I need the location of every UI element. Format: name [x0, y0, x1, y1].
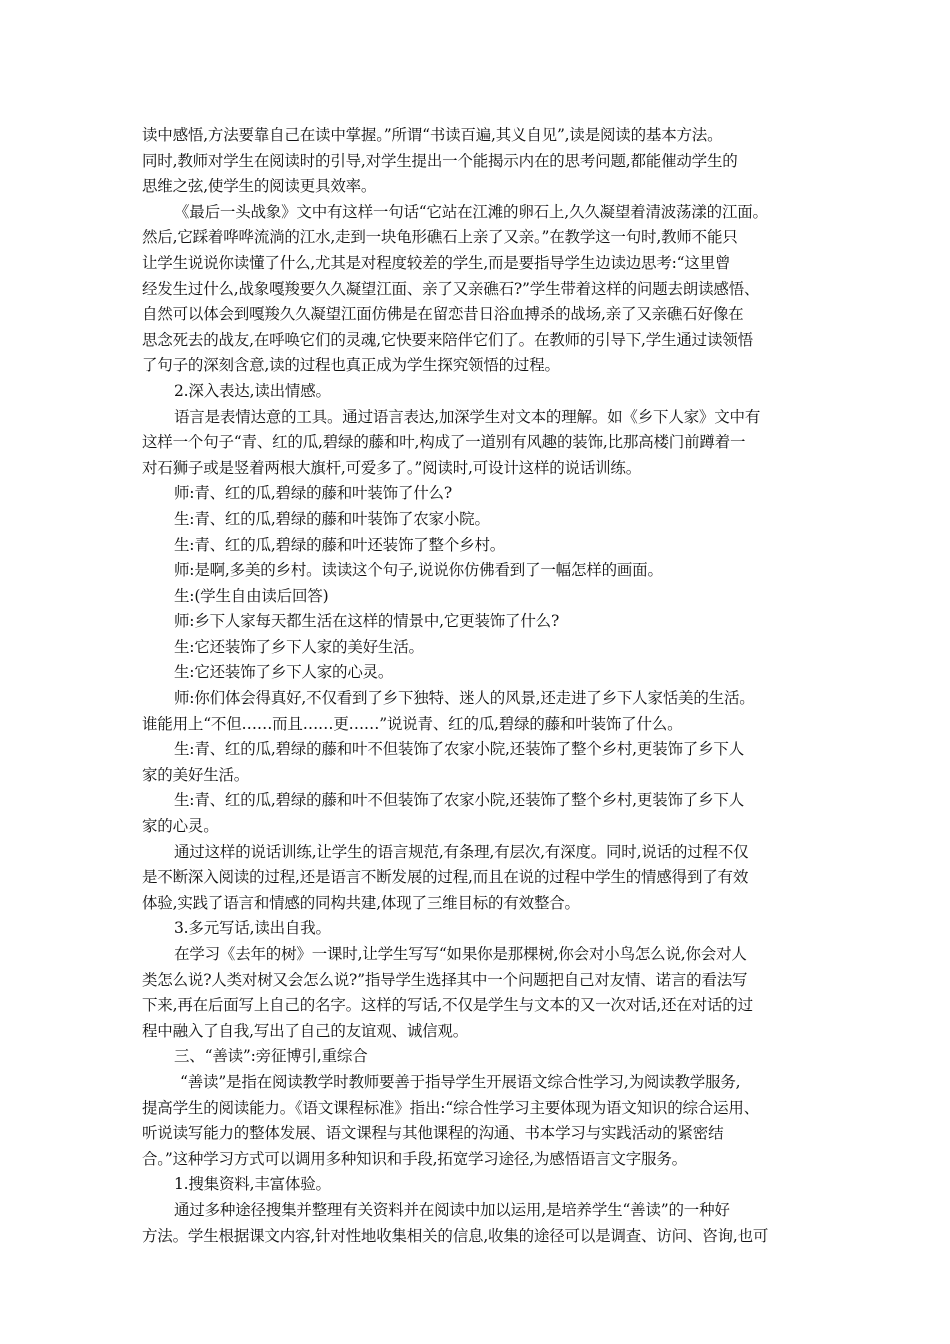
text-line: 听说读写能力的整体发展、语文课程与其他课程的沟通、书本学习与实践活动的紧密结 — [142, 1124, 724, 1143]
text-line: 体验,实践了语言和情感的同构共建,体现了三维目标的有效整合。 — [142, 893, 580, 912]
text-line: 思维之弦,使学生的阅读更具效率。 — [142, 177, 377, 196]
text-line: 方法。学生根据课文内容,针对性地收集相关的信息,收集的途径可以是调查、访问、咨询,也可 — [142, 1226, 769, 1245]
text-line: 师:乡下人家每天都生活在这样的情景中,它更装饰了什么? — [174, 612, 560, 631]
text-line: 读中感悟,方法要靠自己在读中掌握。”所谓“书读百遍,其义自见”,读是阅读的基本方法。 — [142, 126, 723, 144]
text-line: 经发生过什么,战象嘎羧要久久凝望江面、亲了又亲礁石?”学生带着这样的问题去朗读感悟、 — [142, 279, 760, 298]
text-line: 提高学生的阅读能力。《语文课程标准》指出:“综合性学习主要体现为语文知识的综合运用、 — [142, 1098, 759, 1117]
text-line: 师:青、红的瓜,碧绿的藤和叶装饰了什么? — [174, 484, 452, 503]
text-line: 通过多种途径搜集并整理有关资料并在阅读中加以运用,是培养学生“善读”的一种好 — [174, 1200, 730, 1219]
text-line: “善读”是指在阅读教学时教师要善于指导学生开展语文综合性学习,为阅读教学服务, — [180, 1072, 741, 1091]
text-line: 2.深入表达,读出情感。 — [174, 381, 331, 400]
text-line: 这样一个句子“青、红的瓜,碧绿的藤和叶,构成了一道别有风趣的装饰,比那高楼门前蹲着一 — [142, 433, 746, 452]
text-line: 《最后一头战象》文中有这样一句话“它站在江滩的卵石上,久久凝望着清波荡漾的江面。 — [174, 202, 768, 221]
text-line: 语言是表情达意的工具。通过语言表达,加深学生对文本的理解。如《乡下人家》文中有 — [174, 407, 761, 426]
text-line: 生:(学生自由读后回答) — [174, 586, 329, 605]
text-line: 家的美好生活。 — [142, 765, 250, 784]
text-line: 自然可以体会到嘎羧久久凝望江面仿佛是在留恋昔日浴血搏杀的战场,亲了又亲礁石好像在 — [142, 305, 744, 324]
text-line: 谁能用上“不但……而且……更……”说说青、红的瓜,碧绿的藤和叶装饰了什么。 — [142, 714, 683, 733]
text-line: 1.搜集资料,丰富体验。 — [174, 1175, 331, 1194]
text-line: 生:青、红的瓜,碧绿的藤和叶不但装饰了农家小院,还装饰了整个乡村,更装饰了乡下人 — [174, 791, 745, 810]
text-line: 然后,它踩着哗哗流淌的江水,走到一块龟形礁石上亲了又亲。”在教学这一句时,教师不能只 — [142, 228, 738, 247]
text-line: 生:它还装饰了乡下人家的心灵。 — [174, 663, 394, 682]
text-line: 程中融入了自我,写出了自己的友谊观、诚信观。 — [142, 1021, 469, 1040]
text-line: 类怎么说?人类对树又会怎么说?”指导学生选择其中一个问题把自己对友情、诺言的看法写 — [142, 970, 748, 989]
text-line: 合。”这种学习方式可以调用多种知识和手段,拓宽学习途径,为感悟语言文字服务。 — [142, 1149, 687, 1168]
text-line: 通过这样的说话训练,让学生的语言规范,有条理,有层次,有深度。同时,说话的过程不仅 — [174, 842, 749, 861]
text-line: 让学生说说你读懂了什么,尤其是对程度较差的学生,而是要指导学生边读边思考:“这里曾 — [142, 253, 731, 272]
text-line: 师:你们体会得真好,不仅看到了乡下独特、迷人的风景,还走进了乡下人家恬美的生活。 — [174, 689, 755, 708]
text-line: 家的心灵。 — [142, 817, 219, 836]
text-line: 下来,再在后面写上自己的名字。这样的写话,不仅是学生与文本的又一次对话,还在对话的过 — [142, 996, 753, 1015]
text-line: 是不断深入阅读的过程,还是语言不断发展的过程,而且在说的过程中学生的情感得到了有效 — [142, 868, 749, 887]
text-line: 在学习《去年的树》一课时,让学生写写“如果你是那棵树,你会对小鸟怎么说,你会对人 — [174, 945, 747, 963]
text-line: 三、“善读”:旁征博引,重综合 — [174, 1047, 368, 1066]
text-line: 生:青、红的瓜,碧绿的藤和叶还装饰了整个乡村。 — [174, 535, 506, 554]
document-body — [142, 123, 808, 1249]
text-line: 同时,教师对学生在阅读时的引导,对学生提出一个能揭示内在的思考问题,都能催动学生的 — [142, 151, 738, 170]
text-line: 师:是啊,多美的乡村。读读这个句子,说说你仿佛看到了一幅怎样的画面。 — [174, 561, 663, 580]
text-line: 思念死去的战友,在呼唤它们的灵魂,它快要来陪伴它们了。在教师的引导下,学生通过读领悟 — [142, 330, 753, 349]
text-line: 生:它还装饰了乡下人家的美好生活。 — [174, 637, 424, 656]
text-line: 对石狮子或是竖着两根大旗杆,可爱多了。”阅读时,可设计这样的说话训练。 — [142, 458, 642, 477]
text-line: 3.多元写话,读出自我。 — [174, 919, 331, 938]
text-line: 生:青、红的瓜,碧绿的藤和叶装饰了农家小院。 — [174, 509, 490, 528]
text-line: 生:青、红的瓜,碧绿的藤和叶不但装饰了农家小院,还装饰了整个乡村,更装饰了乡下人 — [174, 740, 745, 759]
text-line: 了句子的深刻含意,读的过程也真正成为学生探究领悟的过程。 — [142, 356, 560, 375]
